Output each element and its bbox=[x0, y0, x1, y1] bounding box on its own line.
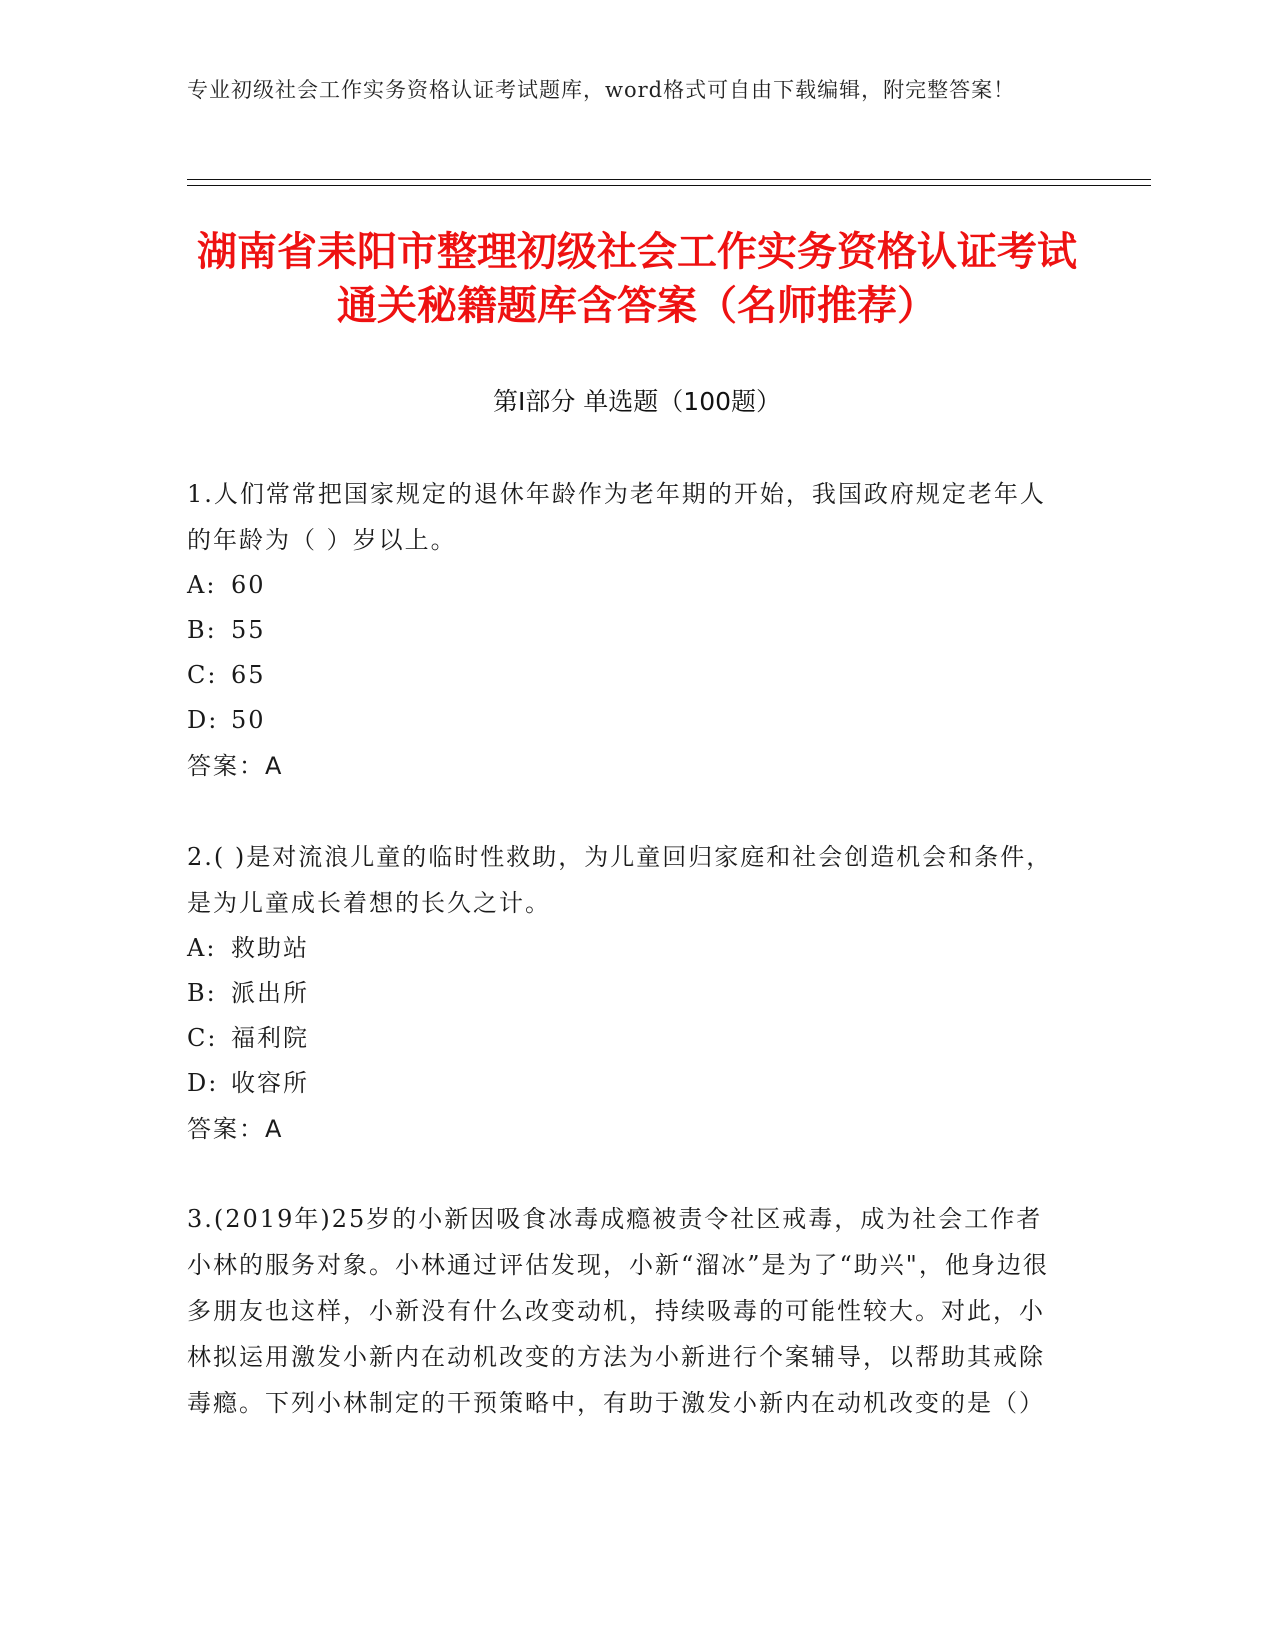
question-item bbox=[187, 834, 1067, 1152]
option-value: 救助站 bbox=[231, 934, 309, 962]
option-b bbox=[187, 971, 1067, 1016]
question-item bbox=[187, 471, 1067, 789]
option-label: C: bbox=[187, 661, 218, 689]
option-label: A: bbox=[187, 934, 217, 962]
question-text: 1.人们常常把国家规定的退休年龄作为老年期的开始，我国政府规定老年人的年龄为（ ）岁以上。 bbox=[187, 480, 1046, 554]
question-item bbox=[187, 1196, 1067, 1426]
option-b bbox=[187, 608, 1067, 653]
option-c bbox=[187, 1016, 1067, 1061]
option-label: D: bbox=[187, 706, 219, 734]
question-text: 3.(2019年)25岁的小新因吸食冰毒成瘾被责令社区戒毒，成为社会工作者小林的服务对象。小林通过评估发现，小新“溜冰”是为了“助兴"，他身边很多朋友也这样，小新没有什么改变动机，持续吸毒的可能性较大。对此，小林拟运用激发小新内在动机改变的方法为小新进行个案辅导，以帮助其戒除毒瘾。下列小林制定的干预策略中，有助于激发小新内在动机改变的是（） bbox=[187, 1205, 1049, 1417]
option-label: D: bbox=[187, 1069, 219, 1097]
option-label: B: bbox=[187, 616, 217, 644]
answer-line: 答案：A bbox=[187, 752, 284, 780]
document-title: 湖南省耒阳市整理初级社会工作实务资格认证考试通关秘籍题库含答案（名师推荐） bbox=[197, 229, 1077, 329]
question-text: 2.( )是对流浪儿童的临时性救助，为儿童回归家庭和社会创造机会和条件，是为儿童成长着想的长久之计。 bbox=[187, 843, 1053, 917]
option-value: 60 bbox=[231, 571, 266, 599]
header-rule-top bbox=[187, 179, 1151, 180]
answer-line: 答案：A bbox=[187, 1115, 284, 1143]
option-d bbox=[187, 698, 1067, 743]
option-value: 55 bbox=[231, 616, 266, 644]
option-value: 派出所 bbox=[231, 979, 309, 1007]
option-c bbox=[187, 653, 1067, 698]
option-value: 50 bbox=[231, 706, 266, 734]
header-rule-bottom bbox=[187, 185, 1151, 186]
option-value: 65 bbox=[231, 661, 266, 689]
option-d bbox=[187, 1061, 1067, 1106]
section-heading: 第Ⅰ部分 单选题（100题） bbox=[492, 387, 782, 416]
option-a bbox=[187, 563, 1067, 608]
option-label: A: bbox=[187, 571, 217, 599]
option-value: 福利院 bbox=[231, 1024, 309, 1052]
option-a bbox=[187, 926, 1067, 971]
option-label: C: bbox=[187, 1024, 218, 1052]
option-value: 收容所 bbox=[231, 1069, 309, 1097]
option-label: B: bbox=[187, 979, 217, 1007]
header-note: 专业初级社会工作实务资格认证考试题库，word格式可自由下载编辑，附完整答案！ bbox=[187, 78, 1016, 102]
